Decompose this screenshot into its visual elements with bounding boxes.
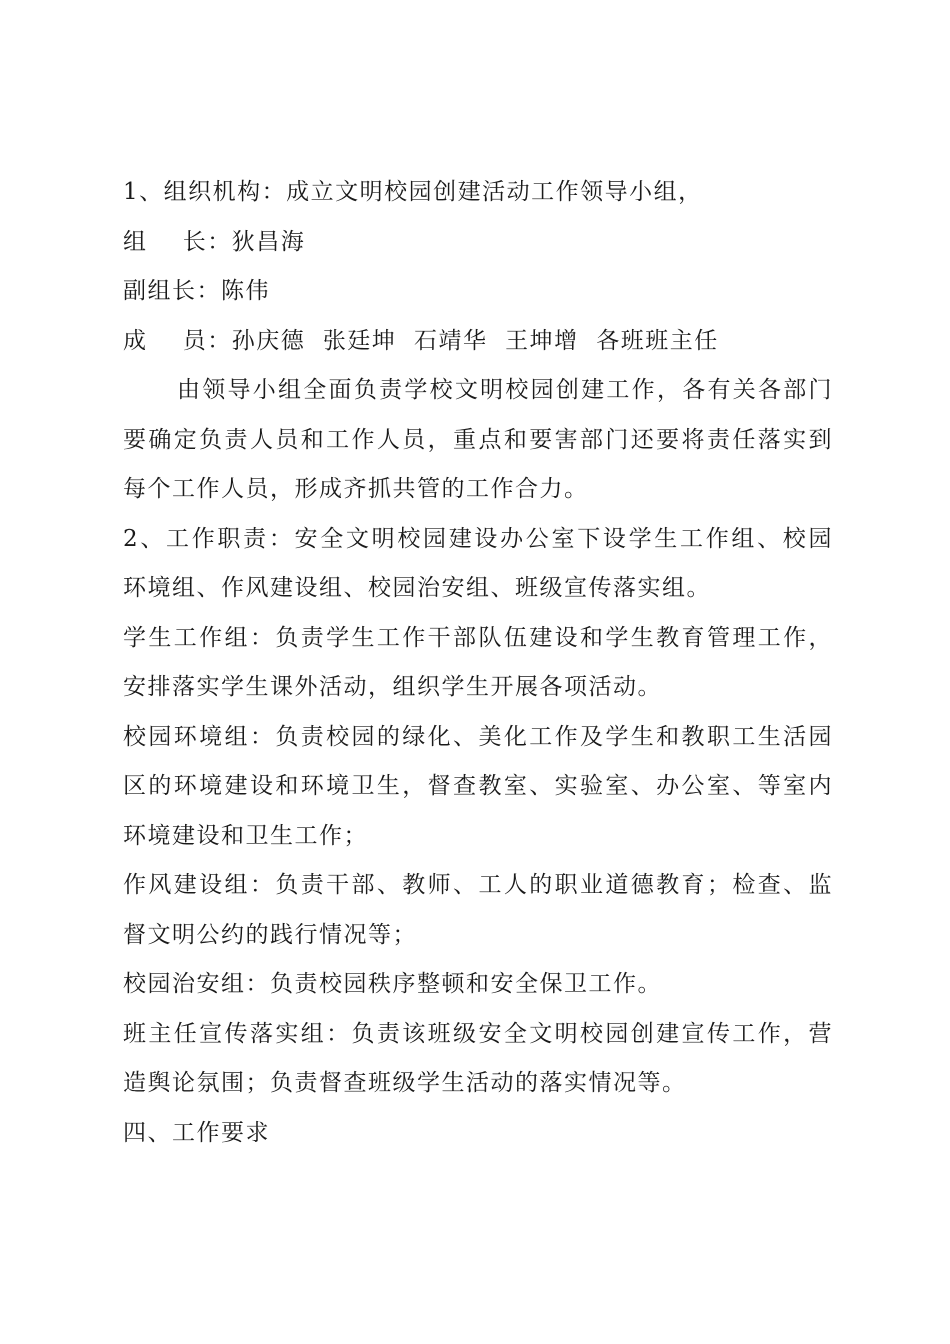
text-line-conduct-group: 督文明公约的践行情况等； [123, 921, 417, 948]
text-line-conduct-group: 作风建设组：负责干部、教师、工人的职业道德教育；检查、监 [123, 872, 833, 898]
text-line-org-structure: 1、组织机构：成立文明校园创建活动工作领导小组， [123, 179, 703, 205]
text-line-deputy-leader: 副组长：陈伟 [123, 278, 270, 304]
text-line-paragraph: 每个工作人员，形成齐抓共管的工作合力。 [123, 476, 589, 502]
text-line-environment-group: 环境建设和卫生工作； [123, 822, 368, 849]
text-line-security-group: 校园治安组：负责校园秩序整顿和安全保卫工作。 [123, 971, 662, 997]
text-line-class-teacher-group: 造舆论氛围；负责督查班级学生活动的落实情况等。 [123, 1070, 687, 1096]
text-line-work-duties: 2、工作职责：安全文明校园建设办公室下设学生工作组、校园 [123, 525, 833, 552]
section-heading-work-requirements: 四、工作要求 [123, 1119, 270, 1146]
text-line-group-leader: 组 长：狄昌海 [123, 228, 306, 255]
document-page [123, 168, 833, 1158]
text-line-paragraph: 由领导小组全面负责学校文明校园创建工作，各有关各部门 [177, 377, 833, 403]
text-line-class-teacher-group: 班主任宣传落实组：负责该班级安全文明校园创建宣传工作，营 [123, 1020, 833, 1047]
text-line-paragraph: 要确定负责人员和工作人员，重点和要害部门还要将责任落实到 [123, 426, 833, 453]
text-line-environment-group: 校园环境组：负责校园的绿化、美化工作及学生和教职工生活园 [123, 723, 833, 750]
text-line-student-group: 安排落实学生课外活动，组织学生开展各项活动。 [123, 674, 662, 700]
text-line-members: 成 员：孙庆德 张廷坤 石靖华 王坤增 各班班主任 [123, 327, 719, 354]
text-line-student-group: 学生工作组：负责学生工作干部队伍建设和学生教育管理工作， [123, 624, 833, 651]
text-line-environment-group: 区的环境建设和环境卫生，督查教室、实验室、办公室、等室内 [123, 773, 833, 799]
text-line-work-duties: 环境组、作风建设组、校园治安组、班级宣传落实组。 [123, 575, 711, 601]
